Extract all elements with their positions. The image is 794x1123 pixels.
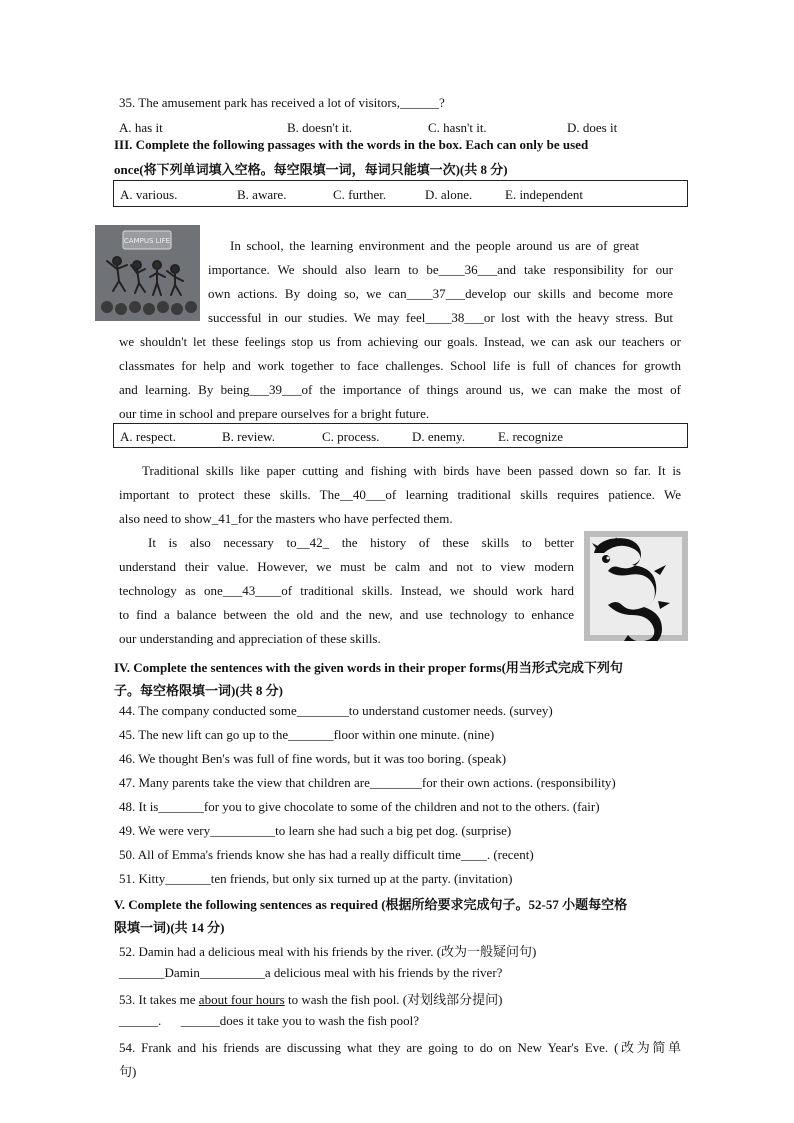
passage-2-line: also need to show_41_for the masters who have perfected them. <box>119 511 453 526</box>
section-5-heading: V. Complete the following sentences as required (根据所给要求完成句子。52-57 小题每空格 <box>114 897 628 912</box>
q35-stem: 35. The amusement park has received a lot of visitors,______? <box>119 95 445 110</box>
word-box-2-item: D. enemy. <box>412 429 465 444</box>
passage-1-line: classmates for help and work together to face challenges. School life is full of chances for growth <box>119 358 681 373</box>
question-51: 51. Kitty_______ten friends, but only six turned up at the party. (invitation) <box>119 871 513 886</box>
word-box-2-item: E. recognize <box>498 429 563 444</box>
passage-1-line: and learning. By being___39___of the importance of things around us, we can make the most of <box>119 382 681 397</box>
word-box-1 <box>113 180 688 207</box>
question-49: 49. We were very__________to learn she had such a big pet dog. (surprise) <box>119 823 512 838</box>
q35-option-d: D. does it <box>567 120 618 135</box>
campus-sign-text: CAMPUS LIFE <box>123 237 171 245</box>
question-53-answer-line: ______. ______does it take you to wash the fish pool? <box>119 1013 420 1028</box>
section-4-heading: IV. Complete the sentences with the given words in their proper forms(用当形式完成下列句 <box>114 660 623 675</box>
word-box-2 <box>113 423 688 448</box>
question-54-cont: 句) <box>119 1064 137 1079</box>
question-53-underlined: about four hours <box>198 992 285 1007</box>
question-45: 45. The new lift can go up to the_______floor within one minute. (nine) <box>119 727 495 742</box>
question-52: 52. Damin had a delicious meal with his friends by the river. (改为一般疑问句) <box>119 944 537 959</box>
passage-2-line: to find a balance between the old and the new, and use technology to enhance <box>119 607 574 622</box>
passage-1-line: In school, the learning environment and the people around us are of great <box>230 238 639 253</box>
word-box-1-item: D. alone. <box>425 187 473 202</box>
q35-option-b: B. doesn't it. <box>287 120 353 135</box>
question-48: 48. It is_______for you to give chocolate to some of the children and not to the others. (fair) <box>119 799 600 814</box>
word-box-2-item: C. process. <box>322 429 380 444</box>
question-50: 50. All of Emma's friends know she has had a really difficult time____. (recent) <box>119 847 534 862</box>
campus-life-illustration <box>95 225 200 321</box>
passage-1-line: successful in our studies. We may feel____38___or lost with the heavy stress. But <box>208 310 673 325</box>
question-53-post: to wash the fish pool. (对划线部分提问) <box>284 992 503 1007</box>
word-box-1-item: C. further. <box>333 187 387 202</box>
passage-1-line: own actions. By doing so, we can____37___develop our skills and become more <box>208 286 673 301</box>
question-44: 44. The company conducted some________to understand customer needs. (survey) <box>119 703 553 718</box>
question-46: 46. We thought Ben's was full of fine words, but it was too boring. (speak) <box>119 751 507 766</box>
passage-2-line: our understanding and appreciation of these skills. <box>119 631 381 646</box>
passage-2-line: Traditional skills like paper cutting and fishing with birds have been passed down so far. It is <box>142 463 681 478</box>
question-52-answer-line: _______Damin__________a delicious meal with his friends by the river? <box>119 965 503 980</box>
section-4-heading-cont: 子。每空格限填一词)(共 8 分) <box>114 683 283 698</box>
passage-2-line: important to protect these skills. The__40___of learning traditional skills requires patience. We <box>119 487 681 502</box>
passage-1-line: our time in school and prepare ourselves for a bright future. <box>119 406 430 421</box>
word-box-2-item: B. review. <box>222 429 275 444</box>
passage-2-line: technology as one___43____of traditional skills. Instead, we should work hard <box>119 583 574 598</box>
passage-1-line: we shouldn't let these feelings stop us from achieving our goals. Instead, we can ask our teachers or <box>119 334 681 349</box>
q35-option-a: A. has it <box>119 120 163 135</box>
passage-1-line: importance. We should also learn to be____36___and take responsibility for our <box>208 262 673 277</box>
section-3-heading: III. Complete the following passages with the words in the box. Each can only be used <box>114 137 589 152</box>
question-47: 47. Many parents take the view that children are________for their own actions. (responsibility) <box>119 775 616 790</box>
word-box-1-item: B. aware. <box>237 187 287 202</box>
word-box-1-item: A. various. <box>120 187 178 202</box>
q35-option-c: C. hasn't it. <box>428 120 487 135</box>
passage-2-line: It is also necessary to__42_ the history of these skills to better <box>148 535 574 550</box>
question-53 <box>119 989 502 1008</box>
question-53-pre: 53. It takes me <box>119 992 199 1007</box>
dragon-papercut-illustration <box>584 531 688 641</box>
word-box-1-item: E. independent <box>505 187 583 202</box>
passage-2-line: understand their value. However, we must be calm and not to view modern <box>119 559 574 574</box>
section-3-heading-cont: once(将下列单词填入空格。每空限填一词，每词只能填一次)(共 8 分) <box>114 162 508 177</box>
word-box-2-item: A. respect. <box>120 429 176 444</box>
question-54: 54. Frank and his friends are discussing what they are going to do on New Year's Eve. (改为简单 <box>119 1040 681 1055</box>
section-5-heading-cont: 限填一词)(共 14 分) <box>114 920 225 935</box>
